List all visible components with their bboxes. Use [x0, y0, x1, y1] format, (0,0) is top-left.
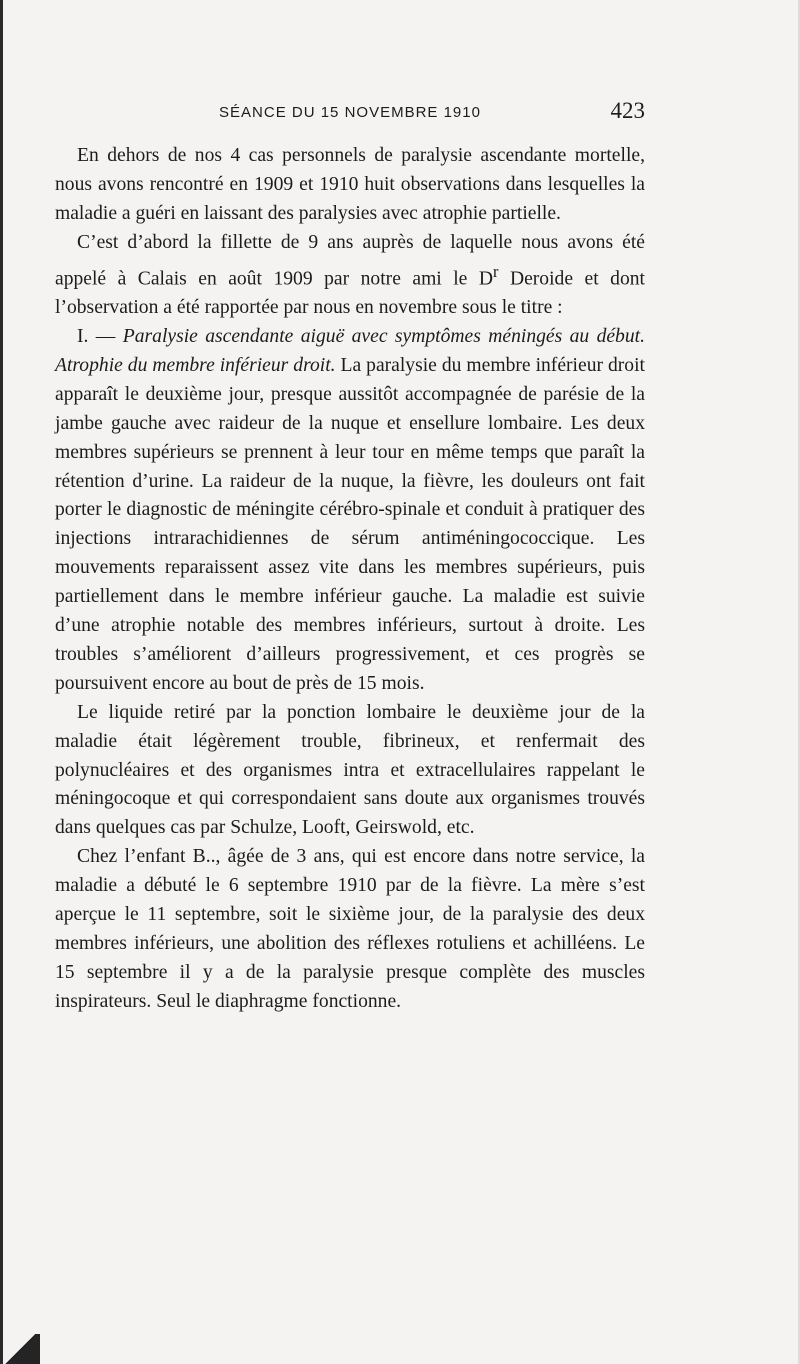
scan-corner-shadow — [0, 1334, 40, 1364]
observation-text: La paralysie du membre inférieur droit apparaît le deuxième jour, presque aussitôt accompagnée de parésie de la jambe gauche avec raideur de la nuque et ensellure lombaire. Les deux membres supérieurs se prennent à leur tour en même temps que paraît la rétention d’urine. La raideur de la nuque, la fièvre, les douleurs ont fait porter le diagnostic de méningite cérébro-spinale et conduit à pratiquer des injections intrarachidiennes de sérum antiméningococcique. Les mouvements reparaissent assez vite dans les membres supérieurs, puis partiellement dans le membre inférieur gauche. La maladie est suivie d’une atrophie notable des membres inférieurs, surtout à droite. Les troubles s’améliorent d’ailleurs progressivement, et ces progrès se poursuivent encore au bout de près de 15 mois. — [55, 354, 645, 694]
paragraph-2-text-b: Deroide et dont l’observation a été rapportée par nous en novembre sous le titre : — [55, 268, 645, 319]
running-title: SÉANCE DU 15 NOVEMBRE 1910 — [219, 104, 481, 121]
observation-number: I. — — [77, 325, 123, 347]
page-number: 423 — [610, 98, 645, 123]
paragraph-4: Le liquide retiré par la ponction lombaire le deuxième jour de la maladie était légèrement trouble, fibrineux, et renfermait des polynucléaires et des organismes intra et extracellulaires rappelant le méningocoque et qui correspondaient sans doute aux organismes trouvés dans quelques cas par Schulze, Looft, Geirswold, etc. — [55, 701, 645, 839]
paragraph-3 — [55, 323, 645, 699]
page-binding-edge — [0, 0, 3, 1364]
paragraph-2 — [55, 229, 645, 323]
paragraph-5: Chez l’enfant B.., âgée de 3 ans, qui est encore dans notre service, la maladie a débuté le 6 septembre 1910 par de la fièvre. La mère s’est aperçue le 11 septembre, soit le sixième jour, de la paralysie des deux membres inférieurs, une abolition des réflexes rotuliens et achilléens. Le 15 septembre il y a de la paralysie presque complète des muscles inspirateurs. Seul le diaphragme fonctionne. — [55, 846, 645, 1012]
observation-title: Paralysie ascendante aiguë avec symptômes méningés au début. Atrophie du membre inférieur droit. — [55, 325, 645, 376]
doctor-superscript: r — [493, 261, 499, 281]
paragraph-2-text-a: C’est d’abord la fillette de 9 ans auprès de laquelle nous avons été appelé à Calais en août 1909 par notre ami le D — [55, 231, 645, 290]
body-text — [55, 142, 645, 1017]
paragraph-1: En dehors de nos 4 cas personnels de paralysie ascendante mortelle, nous avons rencontré en 1909 et 1910 huit observations dans lesquelles la maladie a guéri en laissant des paralysies avec atrophie partielle. — [55, 145, 645, 224]
page-header — [55, 98, 645, 128]
